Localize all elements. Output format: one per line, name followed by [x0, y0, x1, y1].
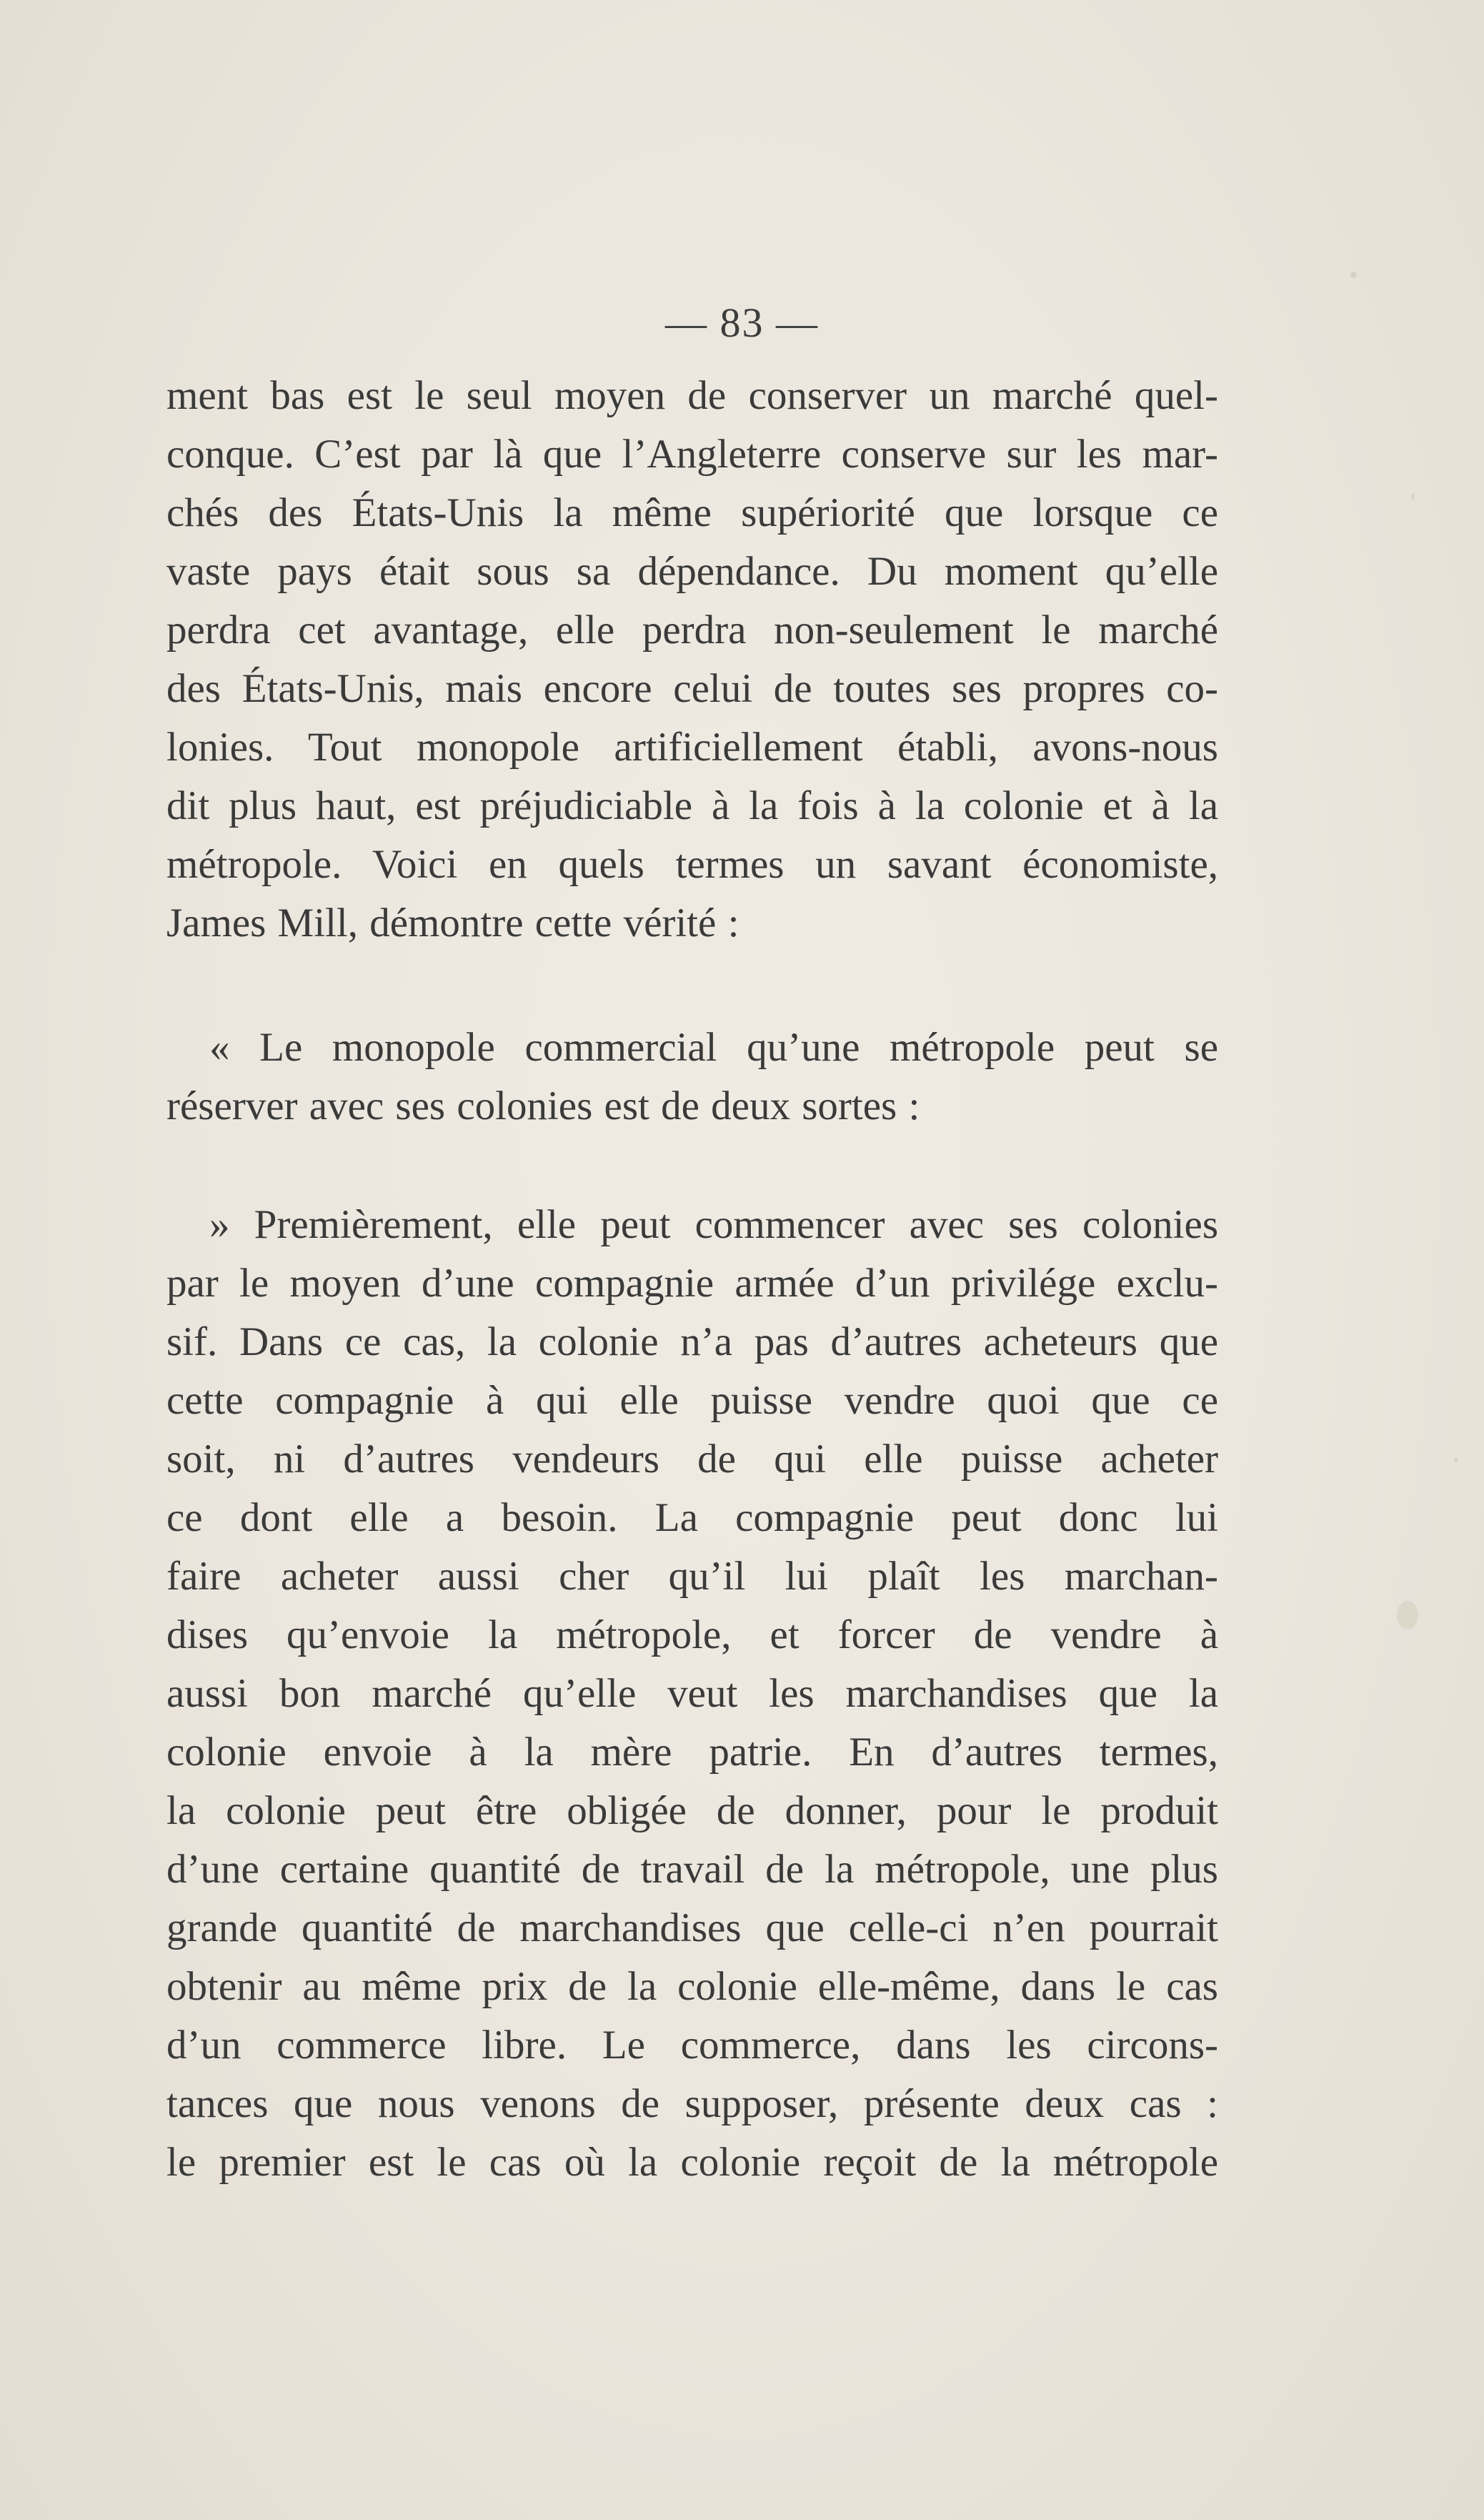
- paper-stain: [1411, 493, 1415, 500]
- text-line: réserver avec ses colonies est de deux sortes :: [166, 1083, 920, 1128]
- text-line: d’une certaine quantité de travail de la métropole, une plus: [166, 1847, 1218, 1892]
- text-line: des États-Unis, mais encore celui de toutes ses propres co-: [166, 666, 1218, 711]
- paragraph-quote-opening: [166, 1018, 1218, 1136]
- text-line: la colonie peut être obligée de donner, pour le produit: [166, 1788, 1218, 1833]
- text-line: grande quantité de marchandises que celle-ci n’en pourrait: [166, 1905, 1218, 1950]
- paper-stain: [1350, 272, 1357, 278]
- text-line: dit plus haut, est préjudiciable à la fois à la colonie et à la: [166, 783, 1218, 828]
- text-line: le premier est le cas où la colonie reçoit de la métropole: [166, 2140, 1218, 2185]
- paper-stain: [1397, 1601, 1418, 1629]
- text-line: chés des États-Unis la même supériorité que lorsque ce: [166, 490, 1218, 535]
- text-line: par le moyen d’une compagnie armée d’un privilége exclu-: [166, 1261, 1218, 1306]
- text-line: « Le monopole commercial qu’une métropole peut se: [209, 1025, 1218, 1070]
- paper-stain: [1454, 1458, 1458, 1462]
- text-line: faire acheter aussi cher qu’il lui plaît les marchan-: [166, 1554, 1218, 1599]
- text-line: perdra cet avantage, elle perdra non-seulement le marché: [166, 607, 1218, 653]
- text-line: dises qu’envoie la métropole, et forcer de vendre à: [166, 1612, 1218, 1657]
- text-line: James Mill, démontre cette vérité :: [166, 901, 739, 946]
- page-number: — 83 —: [665, 299, 819, 346]
- paragraph-intro: [166, 367, 1218, 953]
- text-line: colonie envoie à la mère patrie. En d’autres termes,: [166, 1730, 1218, 1775]
- text-line: cette compagnie à qui elle puisse vendre quoi que ce: [166, 1378, 1218, 1423]
- text-line: métropole. Voici en quels termes un savant économiste,: [166, 842, 1218, 887]
- text-line: ce dont elle a besoin. La compagnie peut donc lui: [166, 1495, 1218, 1540]
- text-line: d’un commerce libre. Le commerce, dans les circons-: [166, 2023, 1218, 2068]
- text-line: obtenir au même prix de la colonie elle-même, dans le cas: [166, 1964, 1218, 2009]
- text-line: vaste pays était sous sa dépendance. Du moment qu’elle: [166, 549, 1218, 594]
- text-line: conque. C’est par là que l’Angleterre conserve sur les mar-: [166, 432, 1218, 477]
- text-line: aussi bon marché qu’elle veut les marchandises que la: [166, 1671, 1218, 1716]
- text-line: tances que nous venons de supposer, présente deux cas :: [166, 2081, 1218, 2126]
- text-line: » Premièrement, elle peut commencer avec ses colonies: [209, 1202, 1218, 1247]
- text-line: lonies. Tout monopole artificiellement établi, avons-nous: [166, 725, 1218, 770]
- text-line: sif. Dans ce cas, la colonie n’a pas d’autres acheteurs que: [166, 1319, 1218, 1364]
- paragraph-quote-body: [166, 1196, 1218, 2192]
- text-line: soit, ni d’autres vendeurs de qui elle puisse acheter: [166, 1437, 1218, 1482]
- text-line: ment bas est le seul moyen de conserver un marché quel-: [166, 373, 1218, 418]
